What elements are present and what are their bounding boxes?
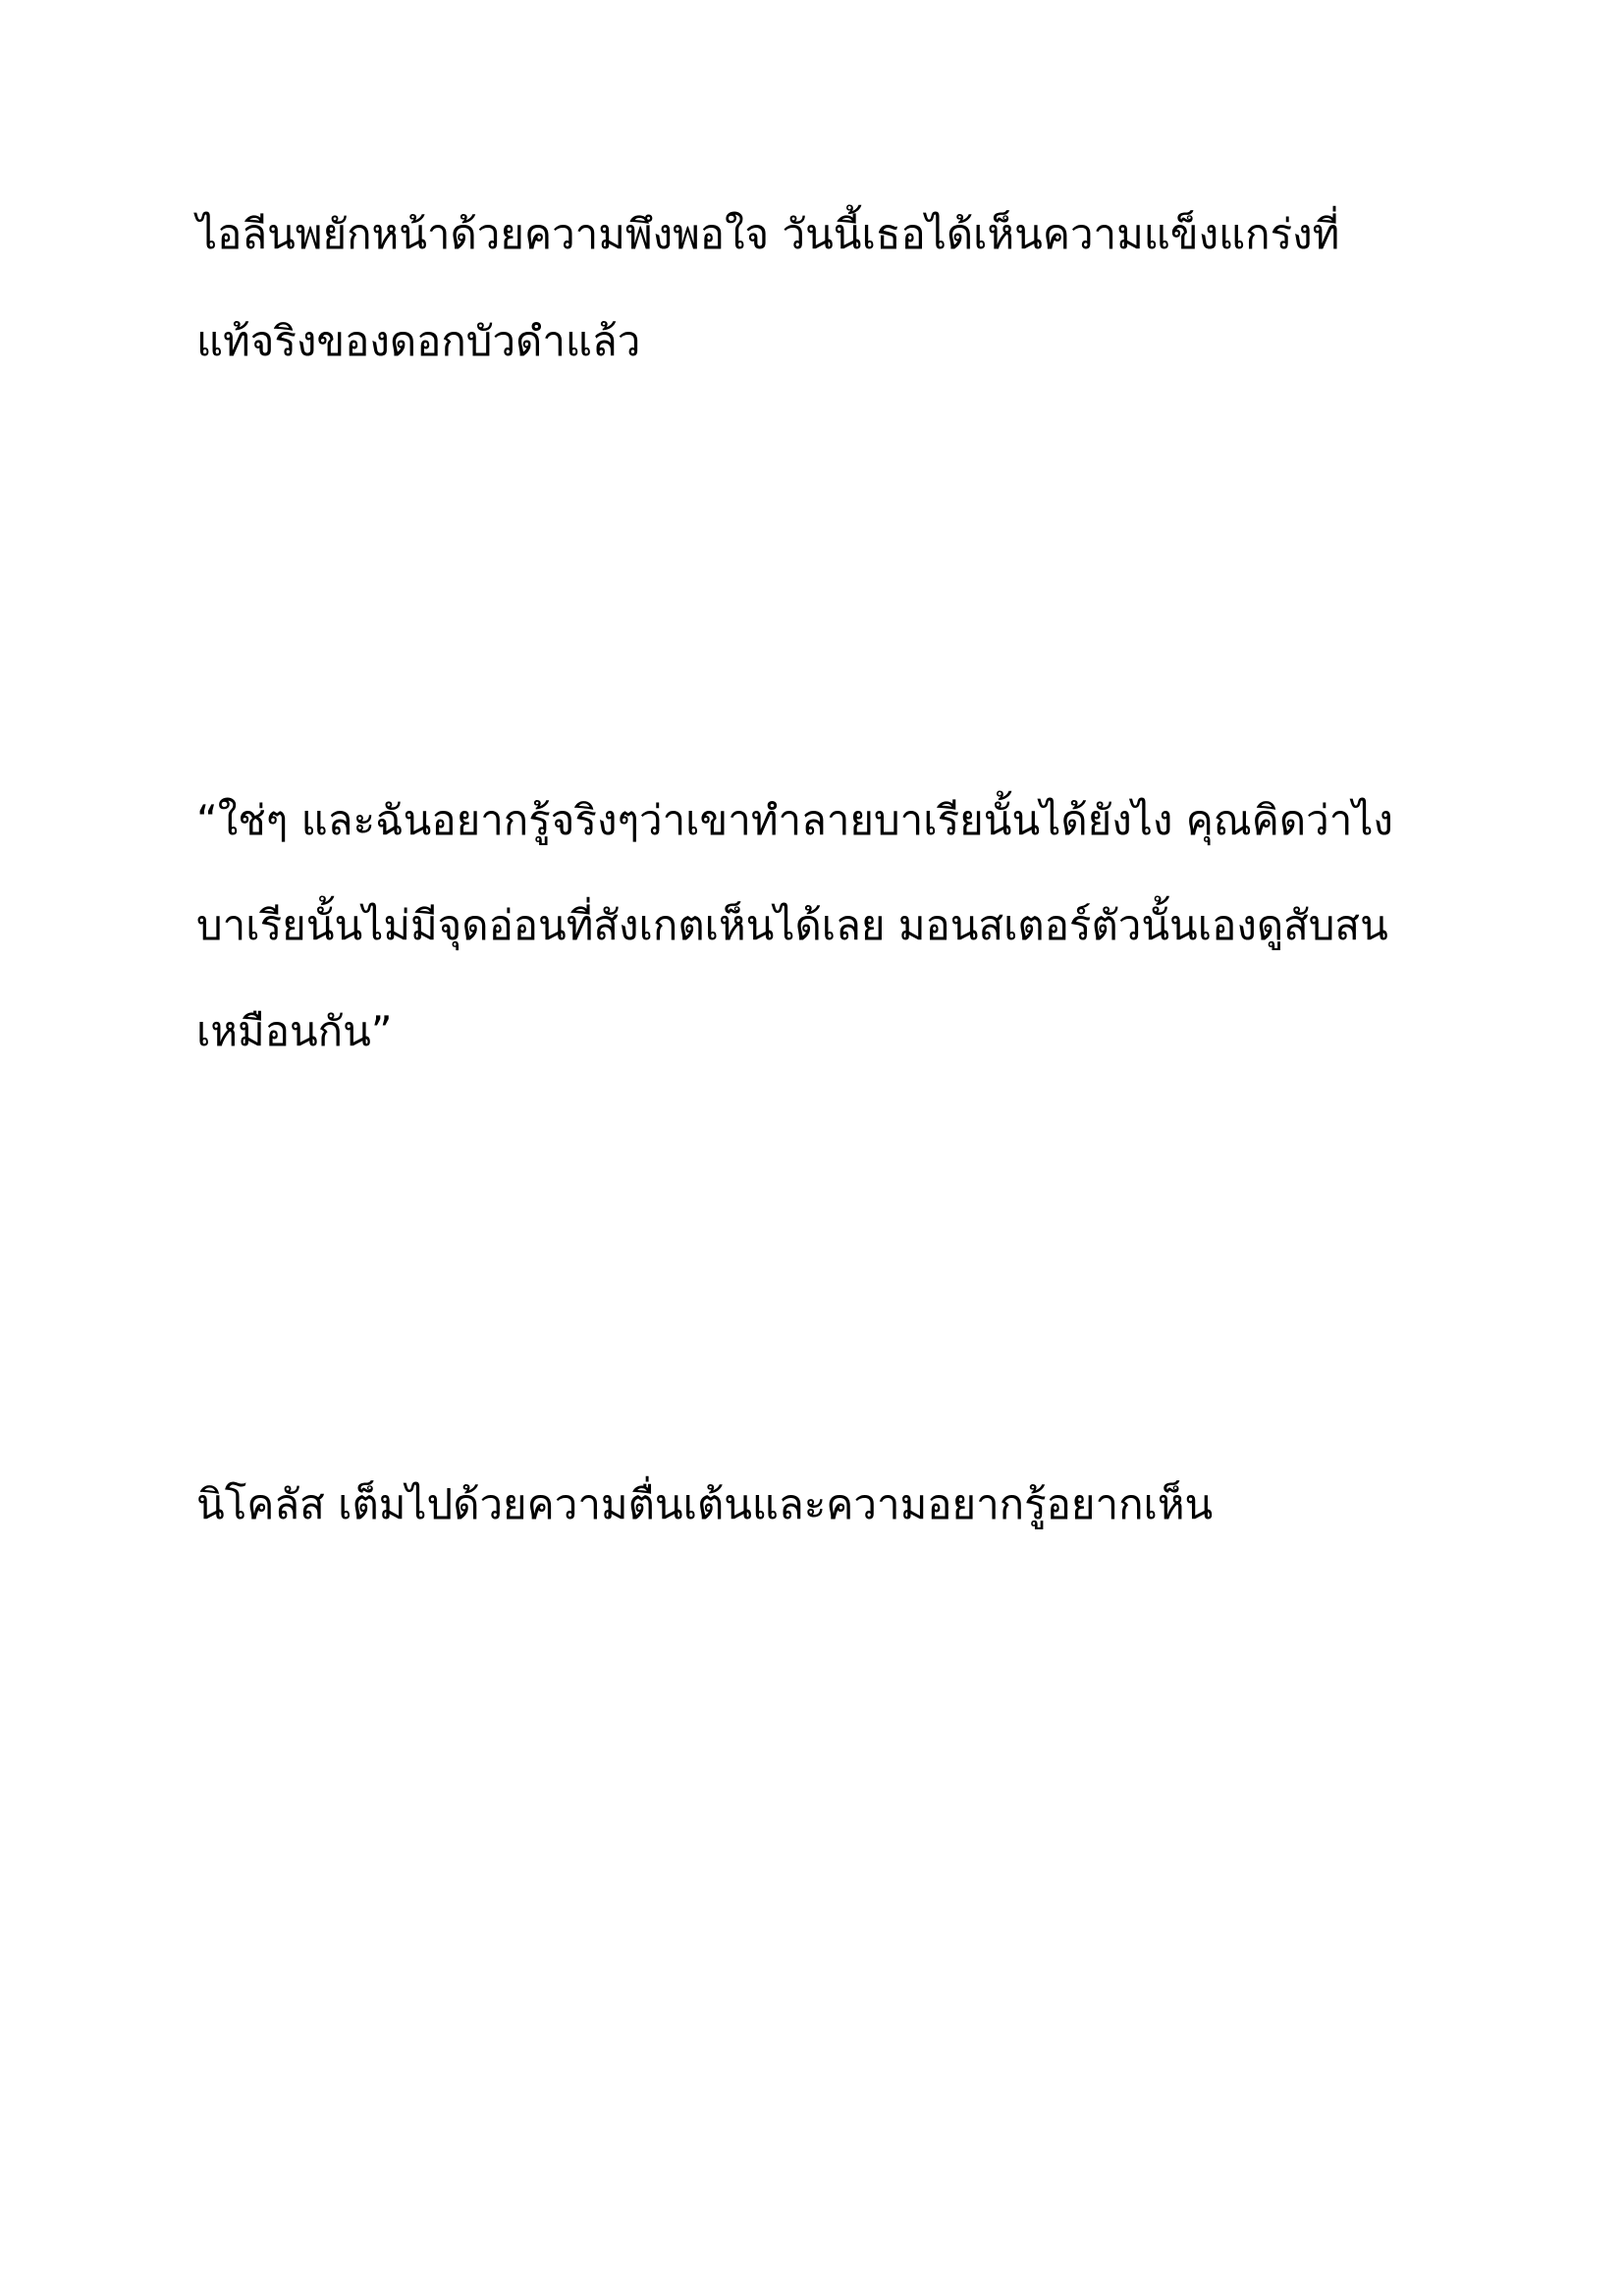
paragraph-1-line-2: แท้จริงของดอกบัวดำแล้ว: [196, 317, 641, 365]
paragraph-2-line-2: บาเรียนั้นไม่มีจุดอ่อนที่สังเกตเห็นได้เลย มอนสเตอร์ตัวนั้นเองดูสับสน: [196, 901, 1388, 949]
paragraph-1-line-1: ไอลีนพยักหน้าด้วยความพึงพอใจ วันนี้เธอได้เห็นความแข็งแกร่งที่: [196, 210, 1340, 258]
paragraph-3-line-1: นิโคลัส เต็มไปด้วยความตื่นเต้นและความอยากรู้อยากเห็น: [196, 1480, 1214, 1528]
paragraph-2-line-3: เหมือนกัน”: [196, 1007, 393, 1055]
paragraph-2-line-1: “ใช่ๆ และฉันอยากรู้จริงๆว่าเขาทำลายบาเรียนั้นได้ยังไง คุณคิดว่าไง: [196, 796, 1393, 844]
